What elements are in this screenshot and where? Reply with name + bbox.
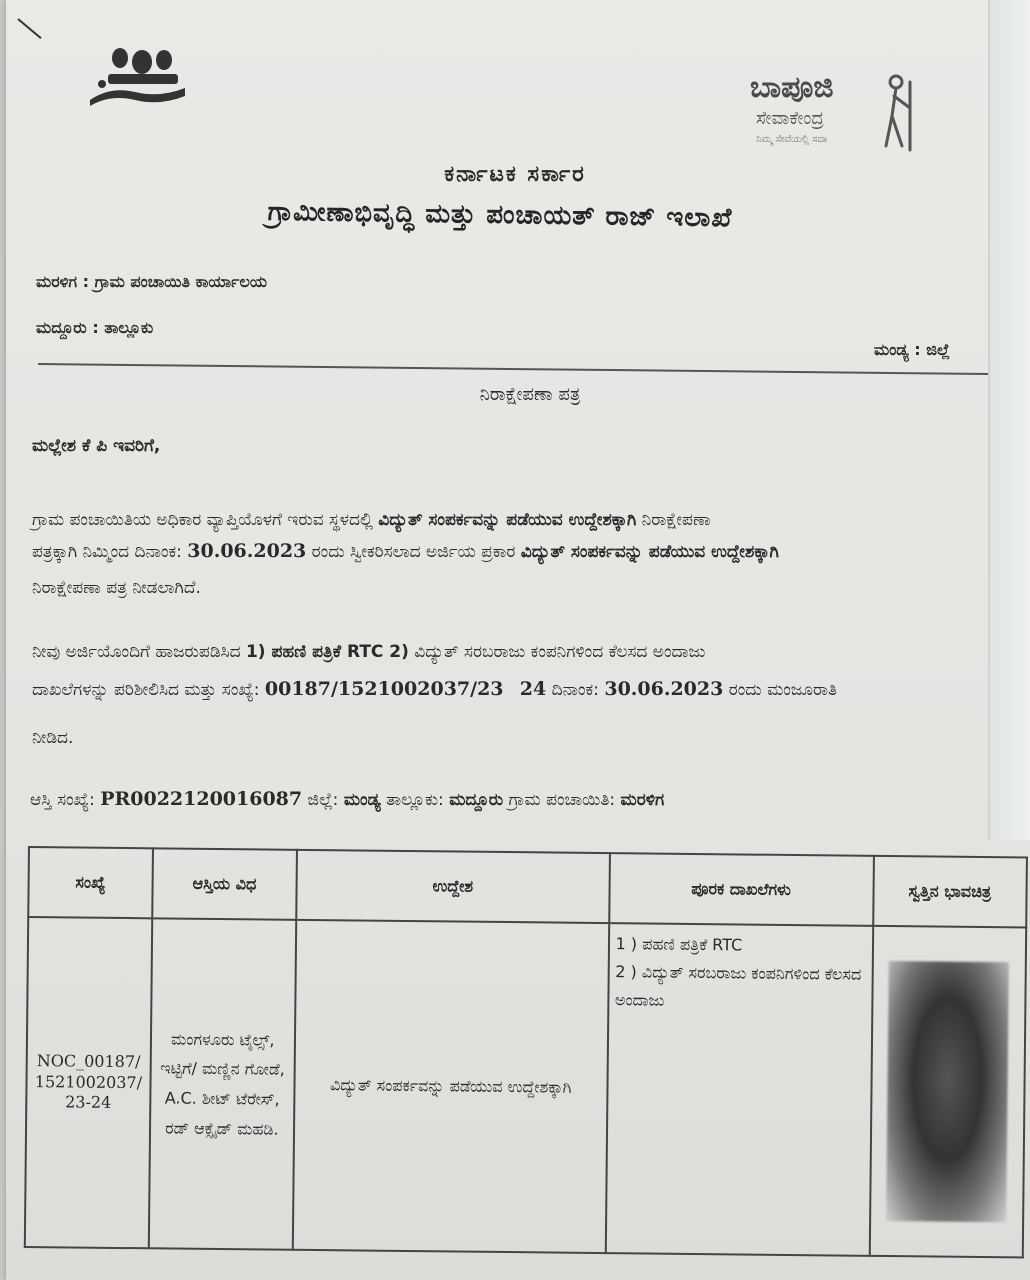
para2-l1c: ವಿದ್ಯುತ್ ಸರಬರಾಜು ಕಂಪನಿಗಳಿಂದ ಕೆಲಸದ ಅಂದಾಜು (408, 642, 706, 662)
para1-line1 (32, 510, 711, 530)
property-photo (886, 961, 1009, 1222)
header-documents: ಪೂರಕ ದಾಖಲೆಗಳು (609, 853, 874, 926)
para2-year-suffix: 24 (519, 678, 547, 700)
supporting-documents (605, 923, 872, 1256)
district-line: ಮಂಡ್ಯ : ಜಿಲ್ಲೆ (874, 340, 950, 359)
para1-line2 (32, 540, 779, 562)
state-heading: ಕರ್ನಾಟಕ ಸರ್ಕಾರ (444, 162, 586, 187)
para2-line2 (32, 678, 837, 700)
addressee: ಮಲ್ಲೇಶ ಕೆ ಪಿ ಇವರಿಗೆ, (32, 436, 161, 456)
property-id: PR0022120016087 (100, 788, 303, 810)
logo-name: ಬಾಪೂಜಿ (750, 70, 834, 105)
table-row (25, 917, 1026, 1257)
bapuji-logo (750, 70, 930, 160)
property-label: ಆಸ್ತಿ ಸಂಖ್ಯೆ: (30, 790, 101, 810)
para2-l2a: ದಾಖಲೆಗಳನ್ನು ಪರಿಶೀಲಿಸಿದ ಮತ್ತು ಸಂಖ್ಯೆ: (32, 680, 265, 700)
gandhi-figure-icon (870, 72, 920, 152)
para2-l2d: ರಂದು ಮಂಜೂರಾತಿ (723, 680, 838, 700)
purpose: ವಿದ್ಯುತ್ ಸಂಪರ್ಕವನ್ನು ಪಡೆಯುವ ಉದ್ದೇಶಕ್ಕಾಗಿ (293, 920, 609, 1253)
para1-l1b: ವಿದ್ಯುತ್ ಸಂಪರ್ಕವನ್ನು ಪಡೆಯುವ ಉದ್ದೇಶಕ್ಕಾಗಿ (378, 510, 637, 530)
district-value: ಮಂಡ್ಯ (343, 790, 381, 810)
district-label: ಜಿಲ್ಲೆ: (302, 790, 344, 810)
gp-value: ಮರಳಿಗ (620, 790, 665, 810)
para1-l1c: ನಿರಾಕ್ಷೇಪಣಾ (636, 510, 711, 530)
logo-sub: ಸೇವಾಕೇಂದ್ರ (756, 108, 824, 129)
doc-item-1: 1 ) ಪಹಣಿ ಪತ್ರಿಕೆ RTC (615, 934, 743, 955)
para2-date: 30.06.2023 (604, 678, 724, 700)
header-number: ಸಂಖ್ಯೆ (28, 847, 153, 918)
para1-l2a: ಪತ್ರಕ್ಕಾಗಿ ನಿಮ್ಮಿಂದ ದಿನಾಂಕ: (32, 542, 188, 562)
header-purpose: ಉದ್ದೇಶ (296, 850, 609, 923)
doc-item-2: 2 ) ವಿದ್ಯುತ್ ಸರಬರಾಜು ಕಂಪನಿಗಳಿಂದ ಕೆಲಸದ ಅಂದಾಜು (614, 962, 862, 1010)
document-title: ನಿರಾಕ್ಷೇಪಣಾ ಪತ್ರ (479, 384, 581, 405)
taluk-label: ತಾಲ್ಲೂಕು: (380, 790, 450, 810)
para1-date: 30.06.2023 (187, 540, 307, 562)
paper-edge (988, 0, 1030, 840)
para2-l1a: ನೀವು ಅರ್ಜಿಯೊಂದಿಗೆ ಹಾಜರುಪಡಿಸಿದ (32, 642, 246, 662)
para1-line3: ನಿರಾಕ್ಷೇಪಣಾ ಪತ್ರ ನೀಡಲಾಗಿದೆ. (32, 578, 201, 598)
karnataka-emblem-icon (80, 40, 190, 110)
gp-label: ಗ್ರಾಮ ಪಂಚಾಯಿತಿ: (503, 790, 621, 810)
header-property-type: ಆಸ್ತಿಯ ವಿಧ (152, 848, 297, 920)
taluk-value: ಮದ್ದೂರು (449, 790, 504, 810)
property-photo-cell (869, 926, 1026, 1258)
property-type: ಮಂಗಳೂರು ಟೈಲ್ಸ್, ಇಟ್ಟಿಗೆ/ ಮಣ್ಣಿನ ಗೋಡೆ, A.C. ಶೀಟ್ ಟೆರೇಸ್, ರಡ್ ಆಕ್ಸೈಡ್ ಮಹಡಿ. (149, 918, 297, 1249)
department-heading: ಗ್ರಾಮೀಣಾಭಿವೃದ್ಧಿ ಮತ್ತು ಪಂಚಾಯತ್ ರಾಜ್ ಇಲಾಖೆ (267, 196, 733, 234)
noc-table (24, 846, 1028, 1258)
para2-l2c: ದಿನಾಂಕ: (546, 680, 605, 700)
table-header-row (28, 847, 1027, 927)
office-line: ಮರಳಿಗ : ಗ್ರಾಮ ಪಂಚಾಯಿತಿ ಕಾರ್ಯಾಲಯ (36, 272, 267, 291)
para2-line1 (32, 642, 705, 662)
noc-number: NOC_00187/1521002037/23-24 (25, 917, 152, 1248)
para2-l1b: 1) ಪಹಣಿ ಪತ್ರಿಕೆ RTC 2) (245, 642, 409, 662)
para1-l2c: ವಿದ್ಯುತ್ ಸಂಪರ್ಕವನ್ನು ಪಡೆಯುವ ಉದ್ದೇಶಕ್ಕಾಗಿ (520, 542, 779, 562)
para2-line3: ನೀಡಿದ. (32, 728, 74, 748)
para1-l2b: ರಂದು ಸ್ವೀಕರಿಸಲಾದ ಅರ್ಜಿಯ ಪ್ರಕಾರ (306, 542, 521, 562)
header-photo: ಸ್ವತ್ತಿನ ಭಾವಚಿತ್ರ (873, 856, 1027, 928)
taluk-line: ಮದ್ದೂರು : ತಾಲ್ಲೂಕು (36, 318, 154, 337)
property-line (30, 788, 664, 810)
para1-l1a: ಗ್ರಾಮ ಪಂಚಾಯಿತಿಯ ಅಧಿಕಾರ ವ್ಯಾಪ್ತಿಯೊಳಗೆ ಇರುವ ಸ್ಥಳದಲ್ಲಿ (32, 510, 379, 530)
para2-ref: 00187/1521002037/23 (264, 678, 504, 700)
logo-tagline: ನಿಮ್ಮ ಸೇವೆಯಲ್ಲಿ ಸದಾ (756, 134, 828, 145)
